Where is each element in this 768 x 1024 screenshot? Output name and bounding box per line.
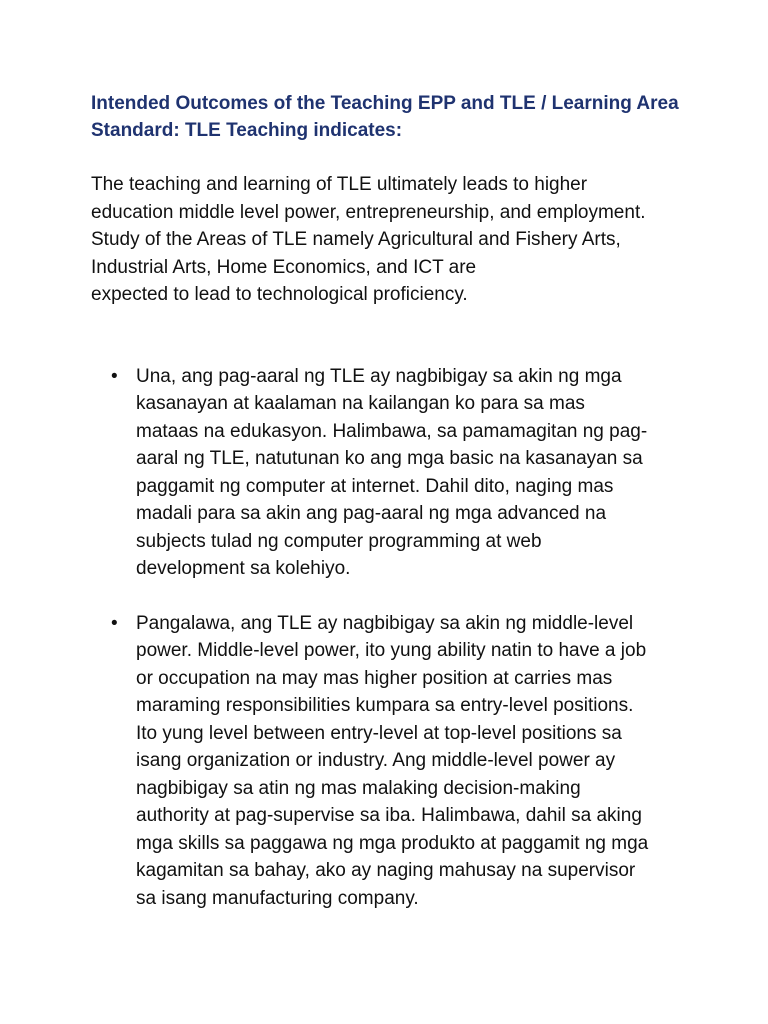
bullet-line: Una, ang pag-aaral ng TLE ay nagbibigay sa akin ng mga <box>136 365 622 387</box>
bullet-line: or occupation na may mas higher position at carries mas <box>136 667 613 689</box>
bullet-line: sa isang manufacturing company. <box>136 887 419 909</box>
bullet-line: mga skills sa paggawa ng mga produkto at paggamit ng mga <box>136 832 649 854</box>
bullet-line: kagamitan sa bahay, ako ay naging mahusay na supervisor <box>136 860 636 881</box>
bullet-line: kasanayan at kaalaman na kailangan ko para sa mas <box>136 393 585 414</box>
bullet-line: Pangalawa, ang TLE ay nagbibigay sa akin ng middle-level <box>136 612 634 634</box>
intro-paragraph <box>91 171 691 309</box>
bullet-line: Ito yung level between entry-level at top-level positions sa <box>136 722 622 744</box>
document-page <box>91 90 691 939</box>
bullet-line: mataas na edukasyon. Halimbawa, sa pamamagitan ng pag- <box>136 420 648 442</box>
bullet-line: aaral ng TLE, natutunan ko ang mga basic na kasanayan sa <box>136 448 643 469</box>
bullet-line: madali para sa akin ang pag-aaral ng mga advanced na <box>136 503 607 524</box>
bullet-line: nagbibigay sa atin ng mas malaking decision-making <box>136 777 581 799</box>
bullet-line: authority at pag-supervise sa iba. Halimbawa, dahil sa aking <box>136 805 642 826</box>
intro-line: Industrial Arts, Home Economics, and ICT are <box>91 256 477 278</box>
bullet-dot-icon: • <box>111 365 118 387</box>
bullet-item-first <box>91 363 691 583</box>
bullet-list <box>91 363 691 913</box>
bullet-text <box>136 363 691 583</box>
bullet-line: maraming responsibilities kumpara sa entry-level positions. <box>136 695 634 716</box>
bullet-item-second <box>91 610 691 913</box>
intro-line: education middle level power, entrepreneurship, and employment. <box>91 201 646 223</box>
bullet-line: development sa kolehiyo. <box>136 558 351 579</box>
bullet-dot-icon: • <box>111 612 118 634</box>
bullet-line: paggamit ng computer at internet. Dahil dito, naging mas <box>136 475 614 497</box>
bullet-line: power. Middle-level power, ito yung ability natin to have a job <box>136 640 647 661</box>
bullet-text <box>136 610 691 913</box>
bullet-line: subjects tulad ng computer programming at web <box>136 530 542 552</box>
intro-line: The teaching and learning of TLE ultimately leads to higher <box>91 174 588 195</box>
bullet-line: isang organization or industry. Ang middle-level power ay <box>136 750 616 771</box>
document-heading: Intended Outcomes of the Teaching EPP and TLE / Learning Area Standard: TLE Teaching indicates: <box>91 93 679 141</box>
intro-line: expected to lead to technological proficiency. <box>91 284 468 305</box>
intro-line: Study of the Areas of TLE namely Agricultural and Fishery Arts, <box>91 229 621 250</box>
